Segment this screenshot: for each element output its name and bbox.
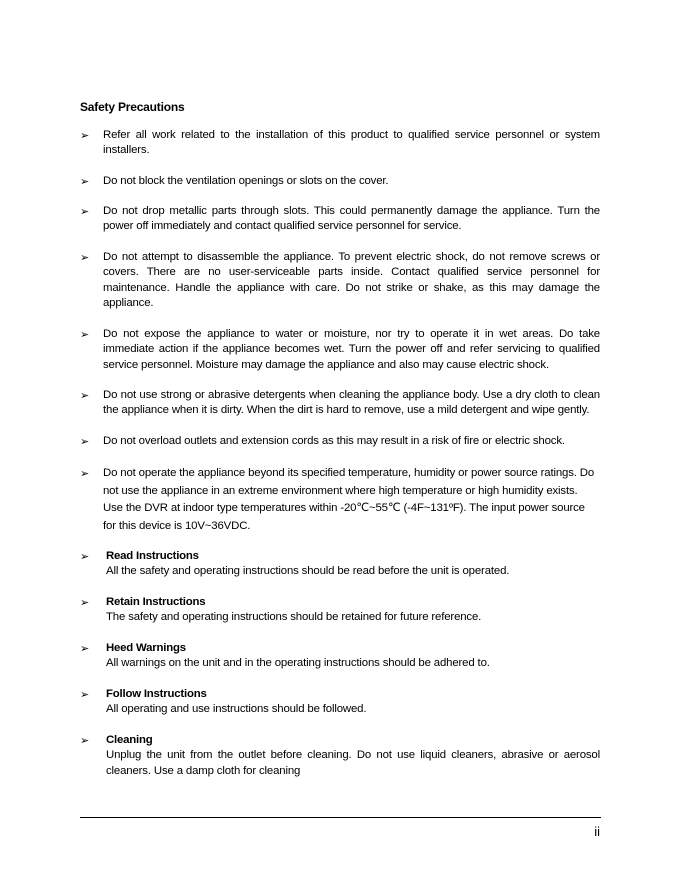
list-item (80, 434, 600, 449)
section-cleaning (80, 733, 600, 779)
section-body: The safety and operating instructions should be retained for future reference. (106, 611, 482, 624)
list-item-text: Do not operate the appliance beyond its specified temperature, humidity or power source ratings. Do not use the appliance in an extreme environment where high temperature or high humidity exists. Use the DVR at indoor type temperatures within -20℃~55℃ (-4F~131ºF). The input power source for this device is 10V~36VDC. (103, 467, 595, 532)
arrow-bullet-icon: ➢ (80, 175, 90, 188)
section-read-instructions (80, 549, 600, 580)
section-body: All operating and use instructions should be followed. (106, 703, 367, 716)
section-body: All warnings on the unit and in the operating instructions should be adhered to. (106, 657, 490, 670)
arrow-bullet-icon: ➢ (80, 389, 90, 402)
footer-divider (80, 817, 601, 818)
arrow-bullet-icon: ➢ (80, 596, 90, 609)
list-item-text: Do not expose the appliance to water or moisture, nor try to operate it in wet areas. Do take immediate action if the appliance becomes wet. Turn the power off and refer servicing to qualified service personnel. Moisture may damage the appliance and also may cause electric shock. (103, 328, 600, 371)
section-retain-instructions (80, 595, 600, 626)
list-item-text: Do not drop metallic parts through slots. This could permanently damage the appliance. Turn the power off immediately and contact qualified service personnel for service. (103, 205, 600, 233)
list-item-text: Refer all work related to the installation of this product to qualified service personnel or system installers. (103, 129, 600, 157)
arrow-bullet-icon: ➢ (80, 734, 90, 747)
list-item (80, 128, 600, 159)
section-follow-instructions (80, 687, 600, 718)
section-heed-warnings (80, 641, 600, 672)
list-item-text: Do not use strong or abrasive detergents when cleaning the appliance body. Use a dry cloth to clean the appliance when it is dirty. When the dirt is hard to remove, use a mild detergent and wipe gently. (103, 389, 600, 417)
arrow-bullet-icon: ➢ (80, 550, 90, 563)
section-heading: Follow Instructions (106, 688, 207, 700)
arrow-bullet-icon: ➢ (80, 688, 90, 701)
page-title: Safety Precautions (80, 100, 185, 114)
list-item-text: Do not attempt to disassemble the appliance. To prevent electric shock, do not remove screws or covers. There are no user-serviceable parts inside. Contact qualified service personnel for maintenance. Handle the appliance with care. Do not strike or shake, as this may damage the appliance. (103, 251, 600, 310)
list-item-text: Do not overload outlets and extension cords as this may result in a risk of fire or electric shock. (103, 435, 565, 447)
page-number: ii (594, 824, 600, 839)
list-item (80, 204, 600, 235)
list-item-text: Do not block the ventilation openings or slots on the cover. (103, 175, 389, 187)
list-item (80, 465, 600, 535)
arrow-bullet-icon: ➢ (80, 205, 90, 218)
section-heading: Read Instructions (106, 550, 199, 562)
list-item (80, 327, 600, 373)
arrow-bullet-icon: ➢ (80, 328, 90, 341)
arrow-bullet-icon: ➢ (80, 251, 90, 264)
list-item (80, 250, 600, 312)
arrow-bullet-icon: ➢ (80, 129, 90, 142)
arrow-bullet-icon: ➢ (80, 435, 90, 448)
section-body: All the safety and operating instructions should be read before the unit is operated. (106, 565, 510, 578)
arrow-bullet-icon: ➢ (80, 642, 90, 655)
list-item (80, 388, 600, 419)
section-heading: Retain Instructions (106, 596, 206, 608)
section-heading: Cleaning (106, 734, 153, 746)
list-item (80, 174, 600, 189)
section-heading: Heed Warnings (106, 642, 186, 654)
section-body: Unplug the unit from the outlet before cleaning. Do not use liquid cleaners, abrasive or aerosol cleaners. Use a damp cloth for cleaning (106, 749, 600, 777)
arrow-bullet-icon: ➢ (80, 467, 90, 480)
